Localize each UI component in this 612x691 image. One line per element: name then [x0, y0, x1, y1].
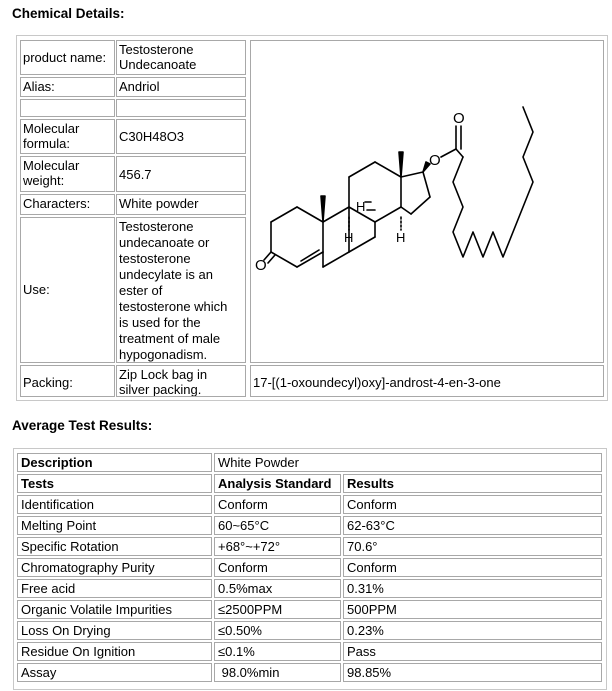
analysis-standard-column-header: Analysis Standard — [214, 474, 341, 493]
use-line: hypogonadism. — [119, 347, 208, 362]
bond — [297, 207, 323, 222]
hydrogen-label: H — [356, 199, 366, 214]
bond — [401, 207, 411, 214]
bond — [411, 197, 430, 214]
wedge-bond — [321, 196, 325, 222]
description-label: Description — [17, 453, 212, 472]
use-line: ester of — [119, 283, 163, 298]
weight-label-line2: weight: — [23, 173, 65, 188]
test-name-cell: Assay — [17, 663, 212, 682]
double-bond — [268, 255, 275, 263]
empty-value-cell — [116, 99, 246, 117]
use-line: undecanoate or — [119, 235, 210, 250]
result-cell: Pass — [343, 642, 602, 661]
result-cell: 0.31% — [343, 579, 602, 598]
ester-oxygen-label: O — [429, 152, 441, 169]
product-name-label: product name: — [20, 40, 115, 75]
packing-label: Packing: — [20, 365, 115, 397]
average-test-results-heading: Average Test Results: — [12, 418, 153, 433]
test-name-cell: Identification — [17, 495, 212, 514]
carbonyl-oxygen-label: O — [453, 110, 465, 127]
use-line: Testosterone — [119, 219, 194, 234]
bond — [423, 172, 430, 197]
results-column-header: Results — [343, 474, 602, 493]
wedge-bond — [399, 152, 403, 177]
bond — [271, 207, 297, 222]
bond — [456, 149, 463, 157]
test-name-cell: Chromatography Purity — [17, 558, 212, 577]
test-name-cell: Specific Rotation — [17, 537, 212, 556]
test-name-cell: Loss On Drying — [17, 621, 212, 640]
iupac-name: 17-[(1-oxoundecyl)oxy]-androst-4-en-3-one — [250, 365, 604, 397]
formula-label-line1: Molecular — [23, 121, 80, 136]
result-cell: Conform — [343, 495, 602, 514]
test-name-cell: Residue On Ignition — [17, 642, 212, 661]
use-line: undecylate is an — [119, 267, 213, 282]
analysis-standard-cell: ≤2500PPM — [214, 600, 341, 619]
use-line: treatment of male — [119, 331, 221, 346]
molecular-structure-diagram — [253, 42, 604, 363]
result-cell: 62-63°C — [343, 516, 602, 535]
characters-value: White powder — [116, 194, 246, 215]
product-name-line1: Testosterone — [119, 42, 194, 57]
structure-cell — [250, 40, 604, 363]
result-cell: Conform — [343, 558, 602, 577]
analysis-standard-cell: Conform — [214, 495, 341, 514]
result-cell: 70.6° — [343, 537, 602, 556]
bond — [375, 162, 401, 177]
product-name-value — [116, 40, 246, 75]
tests-column-header: Tests — [17, 474, 212, 493]
analysis-standard-cell: ≤0.50% — [214, 621, 341, 640]
hydrogen-label: H — [344, 230, 354, 245]
alias-label: Alias: — [20, 77, 115, 97]
bond — [401, 172, 423, 177]
hydrogen-label: H — [396, 230, 406, 245]
formula-label-line2: formula: — [23, 136, 70, 151]
test-name-cell: Organic Volatile Impurities — [17, 600, 212, 619]
ketone-oxygen-label: O — [255, 257, 267, 274]
product-name-line2: Undecanoate — [119, 57, 197, 72]
bond — [349, 162, 375, 177]
formula-label — [20, 119, 115, 154]
chemical-details-heading: Chemical Details: — [12, 6, 125, 21]
analysis-standard-cell: Conform — [214, 558, 341, 577]
bond — [323, 207, 349, 222]
formula-value: C30H48O3 — [116, 119, 246, 154]
analysis-standard-cell: +68°~+72° — [214, 537, 341, 556]
test-name-cell: Free acid — [17, 579, 212, 598]
result-cell: 500PPM — [343, 600, 602, 619]
analysis-standard-cell: 60~65°C — [214, 516, 341, 535]
bond — [441, 149, 456, 157]
test-name-cell: Melting Point — [17, 516, 212, 535]
bond — [297, 252, 323, 267]
analysis-standard-cell: 98.0%min — [214, 663, 341, 682]
analysis-standard-cell: 0.5%max — [214, 579, 341, 598]
weight-label-line1: Molecular — [23, 158, 80, 173]
use-value — [116, 217, 246, 363]
weight-value: 456.7 — [116, 156, 246, 192]
undecanoyl-chain — [453, 107, 533, 257]
use-line: testosterone — [119, 251, 191, 266]
result-cell: 0.23% — [343, 621, 602, 640]
bond — [375, 207, 401, 222]
analysis-standard-cell: ≤0.1% — [214, 642, 341, 661]
packing-line2: silver packing. — [119, 382, 202, 397]
use-line: is used for the — [119, 315, 201, 330]
alias-value: Andriol — [116, 77, 246, 97]
packing-value — [116, 365, 246, 397]
packing-line1: Zip Lock bag in — [119, 367, 208, 382]
use-line: testosterone which — [119, 299, 228, 314]
use-label: Use: — [20, 217, 115, 363]
weight-label — [20, 156, 115, 192]
empty-label-cell — [20, 99, 115, 117]
description-value: White Powder — [214, 453, 602, 472]
characters-label: Characters: — [20, 194, 115, 215]
result-cell: 98.85% — [343, 663, 602, 682]
bond — [323, 252, 349, 267]
